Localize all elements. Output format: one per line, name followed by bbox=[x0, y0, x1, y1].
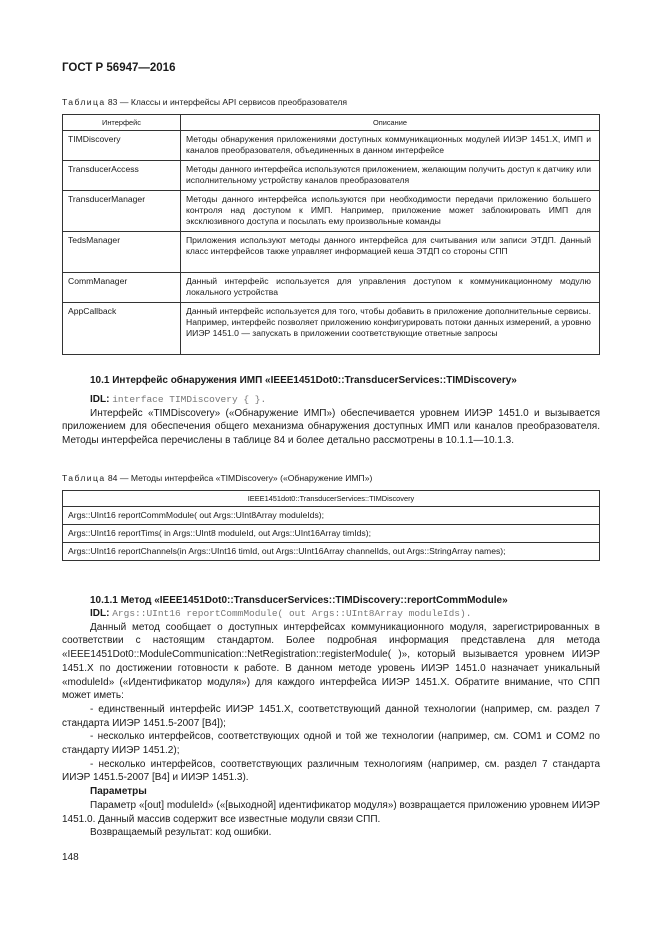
caption-text: 83 — Классы и интерфейсы API сервисов преобразователя bbox=[107, 97, 348, 107]
caption-text: 84 — Методы интерфейса «TIMDiscovery» («Обнаружение ИМП») bbox=[107, 473, 373, 483]
interface-name: TIMDiscovery bbox=[63, 131, 181, 161]
table-row bbox=[63, 232, 600, 273]
method-signature: Args::UInt16 reportTims( in Args::UInt8 moduleId, out Args::UInt16Array timIds); bbox=[63, 525, 600, 543]
paragraph: Данный метод сообщает о доступных интерфейсах коммуникационного модуля, зарегистрированных в соответствии с настоящим стандартом. Более подробная информация представлена для метода «IEEE1451Dot0::ModuleCommunication::NetRegistration::registerModule( )», который вызывается уровнем ИИЭР 1451.Х по достижении готовности к работе. В данном методе уровень ИИЭР 1451.0 назначает уникальный «moduleId» («Идентификатор модуля») для каждого интерфейса ИИЭР 1451.Х. Обратите внимание, что СПП может иметь: bbox=[62, 621, 600, 702]
section-10-1-1-title: 10.1.1 Метод «IEEE1451Dot0::TransducerServices::TIMDiscovery::reportCommModule» bbox=[90, 595, 508, 606]
idl-code: interface TIMDiscovery { }. bbox=[112, 394, 267, 405]
section-10-1-body bbox=[62, 393, 600, 448]
interface-description: Приложения используют методы данного интерфейса для считывания или записи ЭТДП. Данный класс интерфейсов также управляет информацией кеша ЭТДП со стороны СПП bbox=[181, 232, 600, 273]
table-83-caption bbox=[62, 97, 347, 107]
table-row bbox=[63, 273, 600, 303]
column-header-interface: Интерфейс bbox=[63, 115, 181, 131]
interface-name: TedsManager bbox=[63, 232, 181, 273]
table-84-caption bbox=[62, 473, 372, 483]
interface-description: Методы обнаружения приложениями доступных коммуникационных модулей ИИЭР 1451.Х, ИМП и каналов преобразователя, объединенных в данном интерфейсе bbox=[181, 131, 600, 161]
table-row bbox=[63, 191, 600, 232]
caption-prefix: Таблица bbox=[62, 473, 106, 483]
idl-label: IDL: bbox=[90, 608, 110, 619]
paragraph: Параметр «[out] moduleId» («[выходной] идентификатор модуля») возвращается приложению уровнем ИИЭР 1451.0. Данный массив содержит все известные модули связи СПП. bbox=[62, 799, 600, 825]
interface-description: Данный интерфейс используется для управления доступом к коммуникационному модулю локального устройства bbox=[181, 273, 600, 303]
table-row bbox=[63, 507, 600, 525]
params-heading: Параметры bbox=[90, 786, 147, 798]
table-84 bbox=[62, 490, 600, 561]
method-signature: Args::UInt16 reportChannels(in Args::UInt16 timId, out Args::UInt16Array channelIds, out Args::StringArray names); bbox=[63, 543, 600, 561]
interface-name: TransducerManager bbox=[63, 191, 181, 232]
section-10-1-title: 10.1 Интерфейс обнаружения ИМП «IEEE1451Dot0::TransducerServices::TIMDiscovery» bbox=[90, 375, 517, 386]
idl-line bbox=[62, 607, 600, 621]
interface-description: Методы данного интерфейса используются приложением, желающим получить доступ к датчику или исполнительному устройству каналов преобразователя bbox=[181, 161, 600, 191]
interface-name: AppCallback bbox=[63, 303, 181, 355]
list-item: - единственный интерфейс ИИЭР 1451.Х, соответствующий данной технологии (например, см. раздел 7 стандарта ИИЭР 1451.5-2007 [В4]); bbox=[62, 703, 600, 729]
section-10-1-1-body bbox=[62, 607, 600, 840]
paragraph: Возвращаемый результат: код ошибки. bbox=[90, 827, 272, 839]
table-83 bbox=[62, 114, 600, 355]
document-header: ГОСТ Р 56947—2016 bbox=[62, 62, 176, 74]
idl-label: IDL: bbox=[90, 394, 110, 405]
idl-code: Args::UInt16 reportCommModule( out Args::UInt8Array moduleIds). bbox=[112, 608, 472, 619]
table-row bbox=[63, 131, 600, 161]
column-header-description: Описание bbox=[181, 115, 600, 131]
page-number: 148 bbox=[62, 852, 79, 863]
table-row bbox=[63, 543, 600, 561]
interface-description: Данный интерфейс используется для того, чтобы добавить в приложение дополнительные сервисы. Например, интерфейс позволяет приложению конфигурировать потоки данных измерений, а уровню ИИЭР 1451.0 — запускать в приложении соответствующие ответные запросы bbox=[181, 303, 600, 355]
table-header-row bbox=[63, 491, 600, 507]
table-row bbox=[63, 303, 600, 355]
caption-prefix: Таблица bbox=[62, 97, 106, 107]
interface-description: Методы данного интерфейса используются при необходимости передачи приложению большего контроля над доступом к ИМП. Например, приложение может заблокировать ИМП для эксклюзивного доступа и посылать ему произвольные команды bbox=[181, 191, 600, 232]
interface-name: CommManager bbox=[63, 273, 181, 303]
paragraph: Интерфейс «TIMDiscovery» («Обнаружение ИМП») обеспечивается уровнем ИИЭР 1451.0 и вызывается приложением для обеспечения общего механизма обнаружения доступных ИМП или каналов преобразователя. Методы интерфейса перечислены в таблице 84 и более детально рассмотрены в 10.1.1—10.1.3. bbox=[62, 407, 600, 447]
list-item: - несколько интерфейсов, соответствующих одной и той же технологии (например, см. COM1 и COM2 по стандарту ИИЭР 1451.2); bbox=[62, 731, 600, 757]
method-signature: Args::UInt16 reportCommModule( out Args::UInt8Array moduleIds); bbox=[63, 507, 600, 525]
idl-line bbox=[62, 393, 600, 407]
column-header-class: IEEE1451dot0::TransducerServices::TIMDiscovery bbox=[63, 491, 600, 507]
table-row bbox=[63, 525, 600, 543]
interface-name: TransducerAccess bbox=[63, 161, 181, 191]
table-row bbox=[63, 161, 600, 191]
table-header-row bbox=[63, 115, 600, 131]
list-item: - несколько интерфейсов, соответствующих различным технологиям (например, см. раздел 7 стандарта ИИЭР 1451.5-2007 [В4] и ИИЭР 1451.3). bbox=[62, 758, 600, 784]
